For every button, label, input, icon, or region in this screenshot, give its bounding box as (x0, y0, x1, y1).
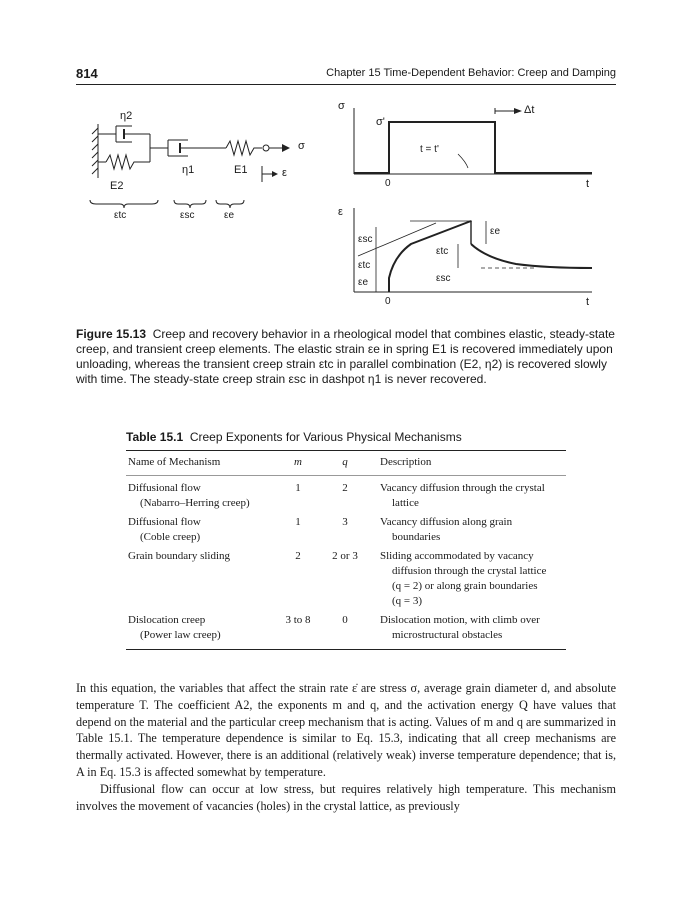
row-m: 2 (295, 550, 301, 562)
figure-label: Figure 15.13 (76, 327, 147, 341)
epsilon-arrow-icon (272, 171, 278, 177)
sigma-arrow-icon (282, 144, 290, 152)
table-top-rule (126, 450, 566, 451)
page-header (76, 66, 616, 86)
row-q: 2 or 3 (332, 550, 358, 562)
label-E2: E2 (110, 180, 124, 192)
row-subname: (Coble creep) (140, 531, 201, 543)
label-E1: E1 (234, 164, 248, 176)
strain-right-label-etc: εtc (436, 246, 449, 257)
row-name: Dislocation creep (128, 614, 206, 626)
table-label: Table 15.1 (126, 430, 184, 444)
row-m: 1 (295, 482, 301, 494)
rheological-figure (76, 96, 616, 316)
stress-pulse (354, 122, 592, 173)
paragraph: In this equation, the variables that affect the strain rate ε̇ are stress σ, average grain diameter d, and absolute temperature T. The coefficient A2, the exponents m and q, and the activation energy Q have values that depend on the material and the particular creep mechanism that is acting. Values of m and q are summarized in Table 15.1. The temperature dependence is similar to Eq. 15.3, indicating that all creep mechanisms are thermally activated. However, there is an additional (relatively weak) inverse temperature dependence; that is, A in Eq. 15.3 is affected somewhat by temperature. (76, 681, 616, 779)
delta-t-arrow-icon (514, 108, 522, 114)
strain-x-label: t (586, 296, 590, 308)
strain-right-label-ee: εe (490, 226, 501, 237)
spring-E2 (106, 155, 150, 169)
row-desc-line: lattice (392, 497, 419, 509)
table-title-text: Creep Exponents for Various Physical Mechanisms (189, 430, 462, 444)
table-15-1 (126, 430, 566, 650)
table-row (126, 549, 566, 613)
strain-origin-label: 0 (385, 296, 391, 307)
label-sigma: σ (298, 140, 305, 152)
body-text (76, 680, 616, 814)
figure-caption (76, 327, 616, 387)
paragraph: Diffusional flow can occur at low stress, but requires relatively high temperature. This mechanism involves the movement of vacancies (holes) in the crystal lattice, as previously (76, 781, 616, 813)
header-rule (76, 84, 616, 85)
row-subname: (Nabarro–Herring creep) (140, 497, 250, 509)
row-desc-line: (q = 2) or along grain boundaries (392, 580, 538, 592)
running-head: Chapter 15 Time-Dependent Behavior: Creep and Damping (326, 67, 616, 79)
row-desc-line: Dislocation motion, with climb over (380, 614, 540, 626)
row-m: 3 to 8 (285, 614, 311, 626)
brace-label-etc: εtc (114, 210, 127, 221)
label-eta1: η1 (182, 164, 195, 176)
table-row (126, 515, 566, 549)
figure-15-13 (76, 96, 616, 316)
row-q: 3 (342, 516, 348, 528)
row-q: 0 (342, 614, 348, 626)
row-q: 2 (342, 482, 348, 494)
table-bottom-rule (126, 649, 566, 650)
row-desc-line: Sliding accommodated by vacancy (380, 550, 534, 562)
stress-x-label: t (586, 178, 590, 190)
strain-braces (90, 200, 244, 208)
row-subname: (Power law creep) (140, 629, 221, 641)
t-prime-leader (458, 154, 468, 168)
figure-caption-text: Creep and recovery behavior in a rheological model that combines elastic, steady-state creep, and transient creep elements. The elastic strain εe in spring E1 is recovered immediately upon unloading, whereas the transient creep strain εtc in parallel combination (E2, η2) is recovered slowly with time. The steady-state creep strain εsc in dashpot η1 is never recovered. (76, 327, 615, 386)
stress-y-label: σ (338, 100, 345, 112)
row-desc-line: boundaries (392, 531, 441, 543)
wall-hatching (92, 128, 98, 174)
strain-left-label-esc: εsc (358, 234, 373, 245)
row-m: 1 (295, 516, 301, 528)
row-name: Diffusional flow (128, 482, 201, 494)
header-m: m (294, 456, 302, 468)
label-eta2: η2 (120, 110, 133, 122)
table-header-row (126, 455, 566, 475)
header-description: Description (380, 456, 432, 468)
stress-level-label: σ' (376, 116, 385, 128)
row-name: Diffusional flow (128, 516, 201, 528)
strain-y-label: ε (338, 206, 343, 218)
label-epsilon: ε (282, 167, 287, 179)
row-desc-line: (q = 3) (392, 595, 423, 607)
brace-label-ee: εe (224, 210, 235, 221)
stress-time-plot (354, 108, 592, 174)
load-point (263, 145, 269, 151)
table-header-rule (126, 475, 566, 476)
row-name: Grain boundary sliding (128, 550, 231, 562)
row-desc-line: microstructural obstacles (392, 629, 503, 641)
table-row (126, 613, 566, 647)
row-desc-line: diffusion through the crystal lattice (392, 565, 547, 577)
row-desc-line: Vacancy diffusion through the crystal (380, 482, 545, 494)
table-title (126, 430, 566, 444)
brace-label-esc: εsc (180, 210, 195, 221)
page-number: 814 (76, 66, 98, 81)
stress-origin-label: 0 (385, 178, 391, 189)
recovery-curve (471, 244, 592, 268)
strain-left-label-etc: εtc (358, 260, 371, 271)
table-row (126, 481, 566, 515)
strain-left-label-ee: εe (358, 277, 369, 288)
header-q: q (342, 456, 348, 468)
t-prime-label: t = t' (420, 144, 439, 155)
spring-E1 (226, 141, 262, 155)
header-name: Name of Mechanism (128, 456, 221, 468)
strain-time-plot (354, 208, 592, 292)
strain-right-label-esc: εsc (436, 273, 451, 284)
creep-curve (389, 221, 471, 292)
delta-t-label: Δt (524, 104, 535, 116)
row-desc-line: Vacancy diffusion along grain (380, 516, 513, 528)
